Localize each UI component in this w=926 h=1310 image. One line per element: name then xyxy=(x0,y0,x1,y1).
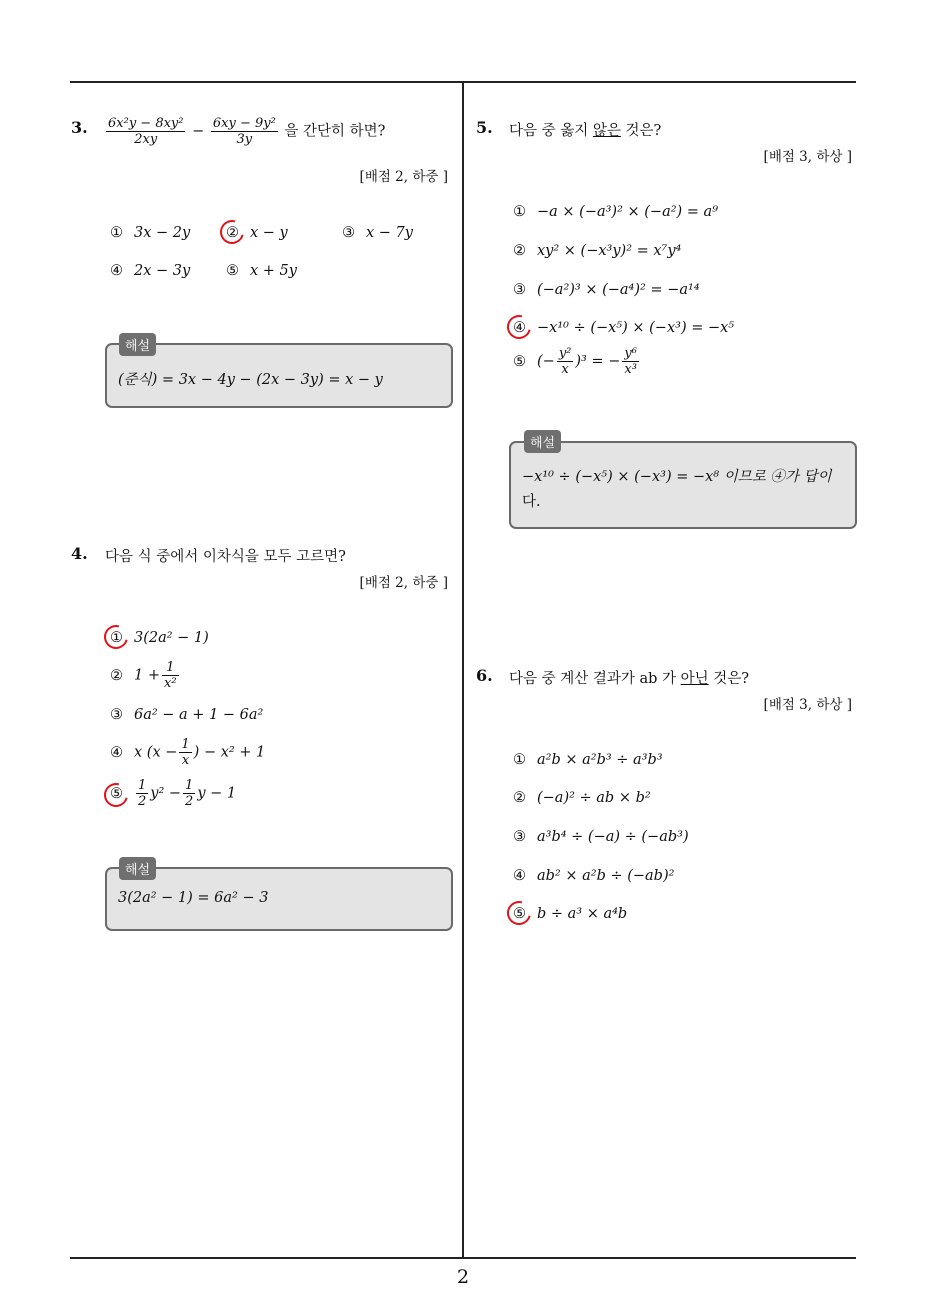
page-number: 2 xyxy=(456,1266,470,1288)
q4-choice-3[interactable]: ③ 6a² − a + 1 − 6a² xyxy=(110,707,264,723)
q3-solution-text: (준식) = 3x − 4y − (2x − 3y) = x − y xyxy=(118,372,383,388)
question-4-number: 4. xyxy=(71,544,88,563)
question-3-prompt: $\frac{\text{6x²y − 8xy²}}{2xy}$ − $\frac{\text{6xy − 9y²}}{3y}$ 을 간단히 하면? xyxy=(108,116,386,147)
question-5-prompt: 다음 중 옳지 않은 것은? xyxy=(509,123,662,139)
q4-solution-tag: 해설 xyxy=(119,857,156,880)
question-3-number: 3. xyxy=(71,118,88,137)
q5-solution-text-line2: 다. xyxy=(522,494,541,510)
question-6-number: 6. xyxy=(476,666,493,685)
q5-solution-text-line1: −x¹⁰ ÷ (−x⁵) × (−x³) = −x⁸ 이므로 ④가 답이 xyxy=(522,469,832,485)
q3-fraction-2: $\frac{\text{6xy − 9y²}}{3y}$ xyxy=(212,116,276,147)
q6-choice-4[interactable]: ④ ab² × a²b ÷ (−ab)² xyxy=(513,868,675,884)
answer-circle-mark xyxy=(216,216,249,249)
question-4-prompt: 다음 식 중에서 이차식을 모두 고르면? xyxy=(105,549,346,565)
q5-solution-tag: 해설 xyxy=(524,430,561,453)
q3-choice-2[interactable]: ② x − y xyxy=(226,225,288,241)
q6-choice-2[interactable]: ② (−a)² ÷ ab × b² xyxy=(513,790,651,806)
answer-circle-mark xyxy=(100,621,133,654)
q5-choice-5[interactable]: ⑤ (− $\frac{\text{y²}}{x}$ )³ = − $\frac{\text{y⁶}}{\text{x³}}$ xyxy=(513,346,637,377)
q5-choice-3[interactable]: ③ (−a²)³ × (−a⁴)² = −a¹⁴ xyxy=(513,282,700,298)
bottom-rule xyxy=(70,1257,856,1259)
q4-choice-1[interactable]: ① 3(2a² − 1) xyxy=(110,630,209,646)
q3-solution-tag: 해설 xyxy=(119,333,156,356)
question-4-score: [배점 2, 하중 ] xyxy=(359,575,448,591)
answer-circle-mark xyxy=(503,311,536,344)
question-3-score: [배점 2, 하중 ] xyxy=(359,169,448,185)
column-divider xyxy=(462,83,464,1259)
q5-choice-1[interactable]: ① −a × (−a³)² × (−a²) = a⁹ xyxy=(513,204,719,220)
q3-choice-5[interactable]: ⑤ x + 5y xyxy=(226,263,297,279)
question-6-prompt: 다음 중 계산 결과가 ab 가 아닌 것은? xyxy=(509,671,750,687)
q5-emphasis: 않은 xyxy=(592,123,621,139)
q6-emphasis: 아닌 xyxy=(680,671,709,687)
q6-choice-5[interactable]: ⑤ b ÷ a³ × a⁴b xyxy=(513,906,628,922)
q3-choice-3[interactable]: ③ x − 7y xyxy=(342,225,413,241)
q4-solution-text: 3(2a² − 1) = 6a² − 3 xyxy=(118,890,269,906)
q4-choice-2[interactable]: ② 1 + $\frac{1}{\text{x²}}$ xyxy=(110,660,177,691)
q5-choice-4[interactable]: ④ −x¹⁰ ÷ (−x⁵) × (−x³) = −x⁵ xyxy=(513,320,735,336)
q6-choice-1[interactable]: ① a²b × a²b³ ÷ a³b³ xyxy=(513,752,663,768)
q3-choice-4[interactable]: ④ 2x − 3y xyxy=(110,263,191,279)
q5-choice-2[interactable]: ② xy² × (−x³y)² = x⁷y⁴ xyxy=(513,243,682,259)
question-5-score: [배점 3, 하상 ] xyxy=(763,149,852,165)
q6-choice-3[interactable]: ③ a³b⁴ ÷ (−a) ÷ (−ab³) xyxy=(513,829,689,845)
q4-choice-4[interactable]: ④ x (x − $\frac{1}{x}$ ) − x² + 1 xyxy=(110,737,266,768)
question-5-number: 5. xyxy=(476,118,493,137)
q3-choice-1[interactable]: ① 3x − 2y xyxy=(110,225,191,241)
question-6-score: [배점 3, 하상 ] xyxy=(763,697,852,713)
q3-fraction-1: $\frac{\text{6x²y − 8xy²}}{2xy}$ xyxy=(108,116,184,147)
q4-choice-5[interactable]: ⑤ $\frac{1}{2}$ y² − $\frac{1}{2}$ y − 1 xyxy=(110,778,237,809)
answer-circle-mark xyxy=(503,897,536,930)
